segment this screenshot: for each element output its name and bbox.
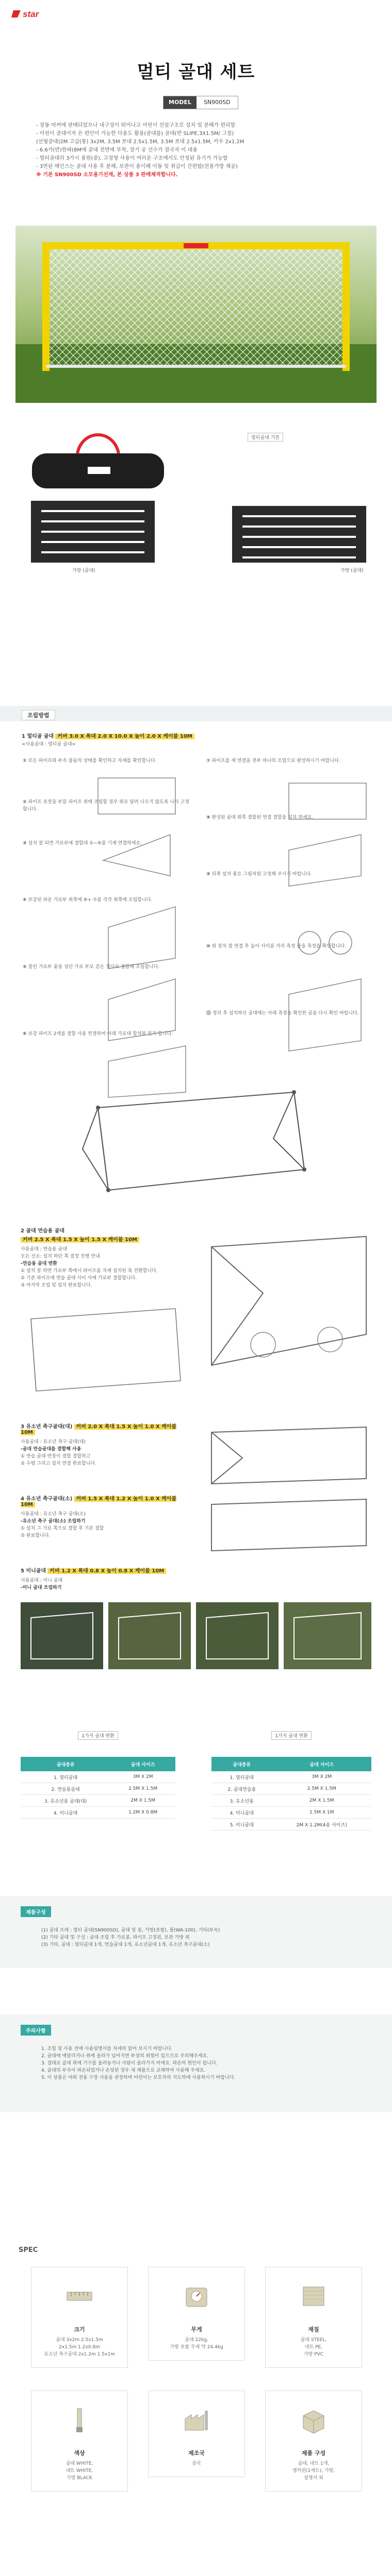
left-size-table [21,1757,175,1819]
package-images [15,423,377,566]
table-cell: 3M X 2M [110,1771,175,1783]
spec-card-weight [148,2267,245,2361]
spec-value: 골대 3x2m 2.5x1.5m 2x1.5m 1.2x0.8m 유소년 축구골대 2x1.2m 1.5x1m [44,2337,115,2357]
step-no: ⑥ [23,1031,27,1037]
step5-line: 사용골대 : 미니 골대 [21,1578,63,1583]
step-text: 완성된 골대 위쪽 결합된 연결 결합을 설치 하세요. [211,815,314,820]
step5-block [21,1566,191,1591]
table-cell: 4. 미니골대 [211,1807,272,1819]
step-no: ⑦ [206,758,210,764]
table-header: 골대 사이즈 [272,1757,371,1771]
spec-value: 골대 22kg, 가방 포함 무게 약 24.4kg [170,2337,223,2350]
spec-label: 색상 [74,2450,85,2456]
product-title: 멀티 골대 세트 [137,62,255,82]
step4-spec: 커버 1.5 X 폭대 1.2 X 높이 1.0 X 케이블 10M [21,1496,177,1507]
step-text: 위 장치 잘 연결 후 높이 사이를 거리 측정 줄을 측정을 확인합니다. [211,944,346,949]
table-cell: 2. 연습용골대 [21,1783,110,1795]
bag-caption: 가방 (골대) [72,568,95,573]
step-no: ⑩ [206,944,210,949]
model-value: SN900SD [203,99,231,106]
intro-line: - 3면된 메인스는 골대 사용 후 분해, 보관이 용이해 이동 및 취급이 간편합(전용가방 제공) [36,164,238,170]
step3-spec: 커버 2.0 X 폭대 1.5 X 높이 1.0 X 케이블 10M [21,1424,177,1435]
spec-card-material [265,2267,362,2368]
spec-label: 크기 [74,2326,85,2333]
step-text: 모든 파이프와 부속 품들의 상태를 확인하고 자재를 확인합니다. [28,758,157,764]
step2-illustration [21,1298,191,1401]
components-tag: 제품구성 [21,1906,51,1917]
step2-line: -연습용 골대 변환 [21,1261,57,1266]
table-cell: 2M X 1.5M [110,1795,175,1807]
step-no: ⑨ [206,872,210,877]
table-row [211,1783,371,1795]
spec-value: 골대 STEEL, 네트 PE, 가방 PVC [300,2337,327,2357]
intro-line: - 멀티골대의 3가시 용원(중), 고정형 사용이 여러운 구조에서도 안정된 유기가 가능함 [36,156,228,161]
step2-spec: 커버 2.5 X 폭대 1.5 X 높이 1.5 X 케이블 10M [21,1237,139,1243]
components-line: (1) 골대 프레 : 멀티 골대(SN900SD), 골대 및 봉, 가방(포함), 폴(WA-100), 기타(부속) [41,1928,220,1933]
step4-line: ① 설치 그 가로 쪽으로 결합 후 기본 결합 [21,1526,104,1531]
caution-line: 1. 조립 및 사용 전에 사용설명서를 자세히 읽어 보시기 바랍니다. [41,2046,173,2052]
assembled-frame-illustration [77,1087,320,1206]
left-table-title-box [21,1731,175,1740]
palette-icon [64,2404,95,2435]
assembly-section-label: 조립방법 [22,710,55,720]
intro-text [36,122,366,179]
factory-icon [181,2404,212,2435]
components-line: (3) 기타, 골대 : 멀티골대 1개, 연습골대 1개, 유소년골대 1개, 유소년 축구골대(소) [41,1942,210,1947]
table-row [211,1795,371,1807]
step2-line: ③ 마지막 조립 및 설치 완료합니다. [21,1283,92,1288]
step3-label: 3 유소년 축구골대(대) [21,1424,73,1430]
spec-label: 제조국 [188,2450,205,2456]
intro-line: (선형골대)2M 고급(통) 3x2M, 3.5M 쪼대 2.5x1.5M, 3.5M 쪼대 2.5x1.5M, 카우 2x1.2M [36,139,244,145]
parts-caption-box [248,433,283,442]
spec-label: 무게 [191,2326,202,2333]
table-cell: 3. 유소년용 [211,1795,272,1807]
table-row [21,1783,175,1795]
table-row [211,1771,371,1783]
step-no: ② [23,800,27,805]
caution-line: 5. 이 상품은 야외 전용 구장 사용을 권장하며 어린이는 보호자의 지도하에 사용하시기 바랍니다. [41,2075,236,2080]
right-table-title: 1가지 골대 변환 [271,1731,312,1740]
caution-line: 4. 골대의 부속이 파손되었거나 손상된 경우 새 제품으로 교체하여 사용해 주세요. [41,2068,206,2073]
spec-label: 재질 [308,2326,319,2333]
step3-block [21,1422,191,1467]
left-table-title: 1가지 골대 변환 [78,1731,118,1740]
step4-illustration [201,1494,377,1556]
spec-value: 골대 WHITE, 네트 WHITE, 가방 BLACK [66,2461,93,2481]
step2-line: 모든 선소: 설치 하단 쪽 결정 진행 안내 [21,1254,100,1259]
spec-card-color [31,2391,128,2492]
intro-line: - 장동 마커에 판매되었으나 내구성이 뛰어나고 어린이 선설구조로 설치 및 분해가 편리함 [36,123,236,128]
step-text: 잘린 가로부 꽃을 상단 가로 부로 같은 경사로 결합해 조립합니다. [28,964,160,970]
step2-line: ② 기존 파이프에 연습 골대 사이 사에 가로부 결합합니다. [21,1276,137,1281]
table-row [21,1771,175,1783]
spec-title: SPEC [19,2246,38,2254]
intro-line: - 6.6가(반)한파(8M에 골대 전면에 부착, 장기 공 선수가 결국자 이 대용 [36,147,198,153]
table-row [211,1807,371,1819]
step2-block [21,1226,191,1289]
spec-value: 골대, 네트 1개, 앵커핀(1세트), 가방, 설명서 외 [292,2461,335,2481]
spec-card-size [31,2267,128,2368]
table-cell: 2.5M X 1.5M [272,1783,371,1795]
caution-line: 3. 절대로 골대 위에 기구를 올려놓거나 사람이 올라가지 마세요. 파손의 원인이 됩니다. [41,2061,218,2066]
table-header: 골대종류 [211,1757,272,1771]
step-no: ① [23,758,27,764]
ruler-icon [64,2281,95,2312]
table-header: 골대종류 [21,1757,110,1771]
table-cell: 1.2M X 0.8M [110,1807,175,1819]
step4-line: ② 완료합니다. [21,1533,51,1538]
table-cell: 1. 멀티골대 [211,1771,272,1783]
caution-text [41,2045,371,2081]
table-header-row [21,1757,175,1771]
step3-line: ② 수평 그리고 설치 연결 완료합니다. [21,1461,96,1466]
caution-line: 2. 골대에 매달리거나 위에 올라가 넘어지면 부상의 위험이 있으므로 주의해주세요. [41,2054,209,2059]
table-row [211,1819,371,1831]
table-cell: 3M X 2M [272,1771,371,1783]
spec-label: 제품 구성 [301,2450,326,2456]
table-cell: 3. 유소년용 골대(대) [21,1795,110,1807]
svg-text:star: star [23,9,39,19]
step-text: 파이프 포장을 부분 파이프 위에 조립할 경우 위로 달려 나오지 않도록 나사 고정합니다. [23,800,190,812]
step4-block [21,1494,191,1539]
step-text: 정리 후 설치하신 골대에는 아래 측정을 확인한 골을 다시 확인 바랍니다. [212,1011,359,1016]
step-text: 보강 파이프 2개를 결합 사용 연결하여 아래 가로대 합치와 일가 합니다. [28,1031,173,1037]
step5-spec: 커버 1.2 X 폭대 0.8 X 높이 0.8 X 케이블 10M [47,1568,166,1574]
step4-line: -유소년 축구 골대(소) 조립하기 [21,1519,86,1524]
step2-frame-illustration [201,1231,377,1386]
model-box [163,96,238,109]
mini-goal-photos [21,1602,371,1669]
step1-label: 1 멀티골 골대 [22,734,54,739]
step-text: 설치 잘 되면 가로부에 결합대 ①~④를 기재 연결하세요. [28,841,142,846]
box-icon [298,2404,329,2435]
intro-line: - 어린이 골대이자 은 편안이 가능한 다용도 활용(골대를) 골대(반 SLIPE,3X1.5M/ 그칠) [36,131,234,137]
step2-line: 사용골대 : 연습용 골대 [21,1247,67,1252]
assembly-illustrations [93,773,382,1103]
step5-line: -미니 골대 조립하기 [21,1585,62,1590]
step-text: 파이프를 세 연결을 전부 하나의 조립으로 완성하시기 바랍니다. [211,758,340,764]
table-cell: 1.5M X 1M [272,1807,371,1819]
spec-card-components [265,2391,362,2492]
assembly-header-bar [0,706,392,721]
step-text: 보강된 파운 가로부 위쪽에 ⑥+ ⑦를 각각 위쪽에 조립합니다. [28,897,153,903]
table-header: 골대 사이즈 [110,1757,175,1771]
table-cell: 4. 미니골대 [21,1807,110,1819]
components-line: (2) 기타 골대 및 구성 : 골대 조립 후 가로봉, 파이프 고정핀, 보관 가방 외 [41,1935,190,1940]
table-cell: 2.5M X 1.5M [110,1783,175,1795]
caution-tag-box [21,2025,51,2036]
step-no: ⑪ [206,1011,211,1016]
table-row [21,1807,175,1819]
caution-tag: 주의사항 [21,2025,51,2036]
components-text [41,1927,371,1948]
step5-label: 5 미니골대 [21,1568,46,1574]
step-no: ④ [23,897,27,903]
goal-photo [15,226,377,403]
step3-line: ① 연습 골대 연장이 결합 결합하고 [21,1454,91,1459]
goal-side-caption: 가방 (골대) [340,568,364,573]
parts-caption: 멀티골대 기본 [248,433,283,442]
step3-line: -골대 연습골대를 결합해 사용 [21,1447,81,1452]
table-row [21,1795,175,1807]
spec-value: 중국 [192,2461,201,2466]
right-table-title-box [211,1731,371,1740]
step-no: ③ [23,841,27,846]
step2-label: 2 골대 연습용 골대 [21,1228,65,1234]
table-cell: 2M X 1.2M(4용 사이즈) [272,1819,371,1831]
table-cell: 1. 멀티골대 [21,1771,110,1783]
spec-card-origin [148,2391,245,2477]
table-header-row [211,1757,371,1771]
step4-label: 4 유소년 축구골대(소) [21,1496,73,1502]
intro-warning: ※ 기본 SN900SD 소모용기선재, 본 상품 3 판매체적합니다. [36,172,178,178]
step3-line: 사용골대 : 유소년 축구 골대(대) [21,1439,86,1445]
brand-logo [11,8,52,20]
scale-icon [181,2281,212,2312]
components-tag-box [21,1906,51,1917]
table-cell: 2M X 1.5M [272,1795,371,1807]
step-no: ⑤ [23,964,27,970]
table-cell: 2. 골대연습용 [211,1783,272,1795]
table-cell: 5. 미니골대 [211,1819,272,1831]
step3-illustration [201,1422,377,1489]
step1-sub: <사용골대 : 멀티골 골대> [22,742,76,747]
model-label: MODEL [164,96,197,109]
step-no: ⑧ [206,815,210,820]
step2-line: ① 설치 잘 하면 가로부 쪽에서 파이프를 자재 설치된 폭 전환합니다. [21,1268,158,1274]
step4-line: 사용골대 : 유소년 축구 골대(소) [21,1512,86,1517]
step1-spec: 커버 3.0 X 폭대 2.0 X 10.0 X 높이 2.0 X 케이블 10M [55,734,194,739]
material-icon [298,2281,329,2312]
right-size-table [211,1757,371,1831]
step-text: 뒤쪽 설치 좋은 그림처럼 고정해 주시기 바랍니다. [211,872,312,877]
